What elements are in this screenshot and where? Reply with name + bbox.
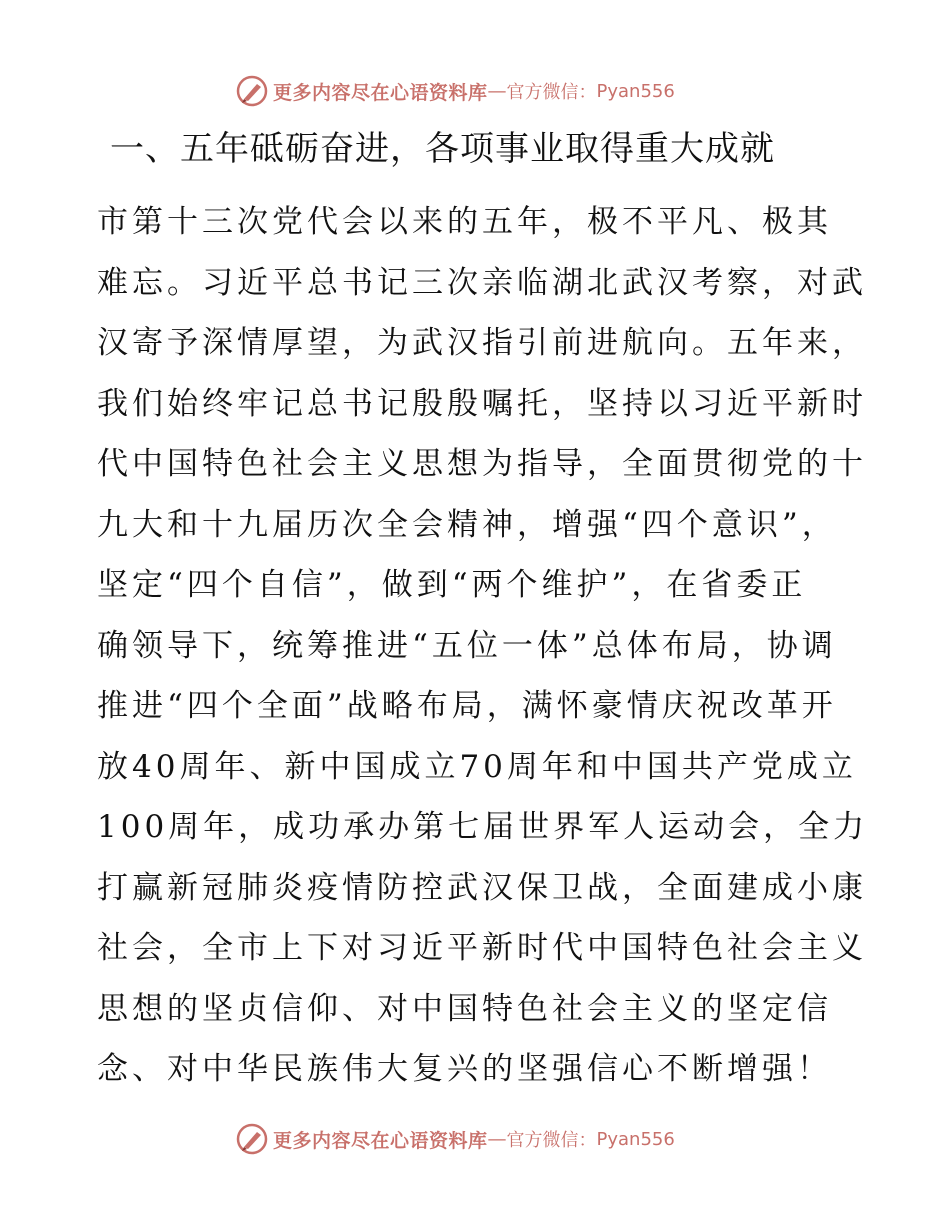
paragraph-line: 念、对中华民族伟大复兴的坚强信心不断增强！ — [97, 1051, 832, 1087]
paragraph-line: 坚定“四个自信”，做到“两个维护”，在省委正 — [97, 567, 807, 603]
paragraph-line: 思想的坚贞信仰、对中国特色社会主义的坚定信 — [97, 990, 832, 1027]
paragraph-line: 汉寄予深情厚望，为武汉指引前进航向。五年来， — [97, 325, 867, 361]
watermark-dash: — — [487, 80, 507, 102]
paragraph-line: 代中国特色社会主义思想为指导，全面贯彻党的十 — [97, 446, 867, 482]
paragraph-line: 100周年，成功承办第七届世界军人运动会，全力 — [97, 809, 869, 845]
paragraph-line: 推进“四个全面”战略布局，满怀豪情庆祝改革开 — [97, 688, 837, 724]
paragraph-line: 难忘。习近平总书记三次亲临湖北武汉考察，对武 — [97, 264, 867, 301]
watermark-footer — [235, 1121, 675, 1157]
watermark-dash: — — [487, 1128, 507, 1150]
paragraph-line: 打赢新冠肺炎疫情防控武汉保卫战，全面建成小康 — [97, 869, 867, 906]
paragraph-line: 九大和十九届历次全会精神，增强“四个意识”， — [97, 506, 837, 543]
watermark-id: Pyan556 — [596, 1128, 675, 1150]
watermark-text: 更多内容尽在心语资料库 — [273, 81, 488, 104]
watermark-header — [235, 73, 675, 109]
watermark-suffix: 官方微信： — [506, 82, 597, 103]
watermark-suffix: 官方微信： — [506, 1130, 597, 1151]
pen-logo-icon — [235, 74, 269, 108]
paragraph-line: 确领导下，统筹推进“五位一体”总体布局，协调 — [97, 627, 837, 664]
body-paragraph — [97, 194, 869, 1102]
paragraph-line: 社会，全市上下对习近平新时代中国特色社会主义 — [97, 930, 867, 966]
watermark-text: 更多内容尽在心语资料库 — [273, 1129, 488, 1152]
section-heading: 一、五年砥砺奋进，各项事业取得重大成就 — [110, 129, 775, 169]
watermark-id: Pyan556 — [596, 80, 675, 102]
paragraph-line: 我们始终牢记总书记殷殷嘱托，坚持以习近平新时 — [97, 385, 867, 422]
paragraph-line: 市第十三次党代会以来的五年，极不平凡、极其 — [97, 204, 832, 240]
pen-logo-icon — [235, 1122, 269, 1156]
paragraph-line: 放40周年、新中国成立70周年和中国共产党成立 — [97, 748, 857, 785]
